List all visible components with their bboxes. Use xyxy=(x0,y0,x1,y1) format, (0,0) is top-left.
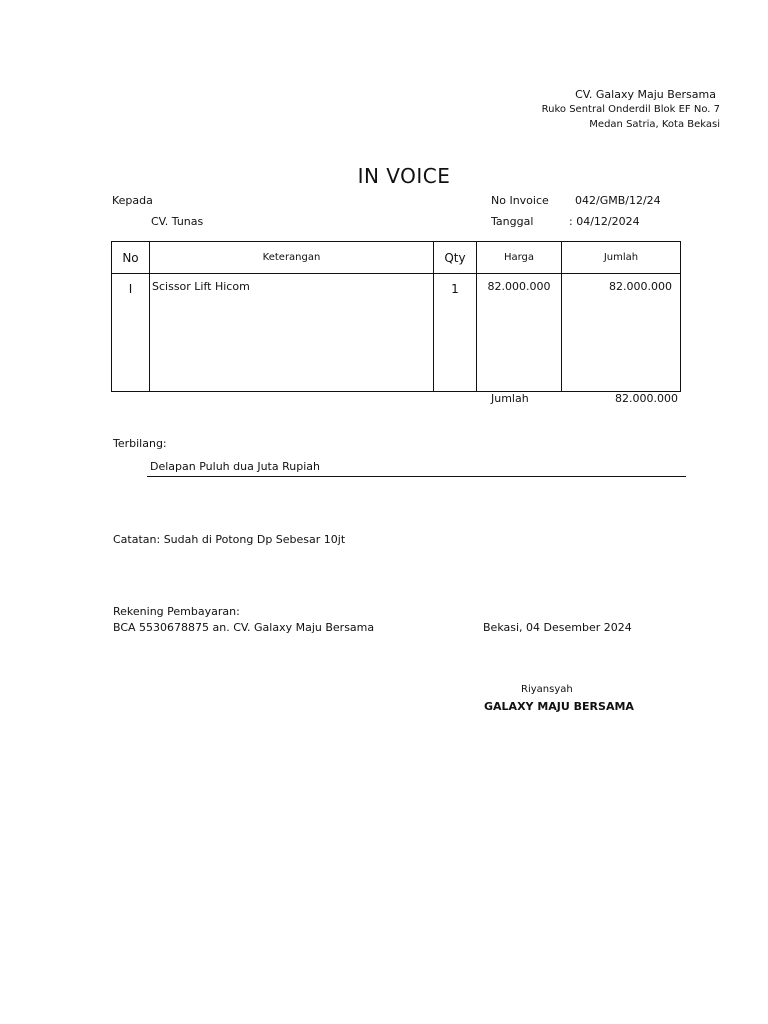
recipient-label: Kepada xyxy=(112,194,153,207)
invoice-date-label: Tanggal xyxy=(491,215,534,228)
signature-company: GALAXY MAJU BERSAMA xyxy=(484,700,634,713)
payment-label: Rekening Pembayaran: xyxy=(113,605,240,618)
signature-place-date: Bekasi, 04 Desember 2024 xyxy=(483,621,632,634)
invoice-number-label: No Invoice xyxy=(491,194,549,207)
table-header-row xyxy=(112,242,681,274)
items-table xyxy=(111,241,681,392)
payment-account: BCA 5530678875 an. CV. Galaxy Maju Bersama xyxy=(113,621,375,634)
company-address-line2: Medan Satria, Kota Bekasi xyxy=(589,119,720,130)
amount-in-words-label: Terbilang: xyxy=(113,437,167,450)
document-title: IN VOICE xyxy=(357,164,451,188)
row-price: 82.000.000 xyxy=(477,274,562,392)
note-text: Catatan: Sudah di Potong Dp Sebesar 10jt xyxy=(113,533,346,546)
invoice-number-value: 042/GMB/12/24 xyxy=(575,194,661,207)
header-qty: Qty xyxy=(434,242,477,274)
recipient-name: CV. Tunas xyxy=(151,215,204,228)
row-amount: 82.000.000 xyxy=(562,274,681,392)
amount-in-words-underline xyxy=(147,476,686,477)
header-price: Harga xyxy=(477,242,562,274)
company-name: CV. Galaxy Maju Bersama xyxy=(575,88,716,101)
amount-in-words-value: Delapan Puluh dua Juta Rupiah xyxy=(150,460,320,473)
header-no: No xyxy=(112,242,150,274)
total-value: 82.000.000 xyxy=(615,392,678,405)
signer-name: Riyansyah xyxy=(521,684,573,695)
total-label: Jumlah xyxy=(491,392,529,405)
invoice-date-value: : 04/12/2024 xyxy=(569,215,640,228)
row-qty: 1 xyxy=(434,274,477,392)
row-description: Scissor Lift Hicom xyxy=(150,274,434,392)
row-no: I xyxy=(112,274,150,392)
header-description: Keterangan xyxy=(150,242,434,274)
header-amount: Jumlah xyxy=(562,242,681,274)
table-row xyxy=(112,274,681,392)
company-address-line1: Ruko Sentral Onderdil Blok EF No. 7 xyxy=(541,104,720,115)
